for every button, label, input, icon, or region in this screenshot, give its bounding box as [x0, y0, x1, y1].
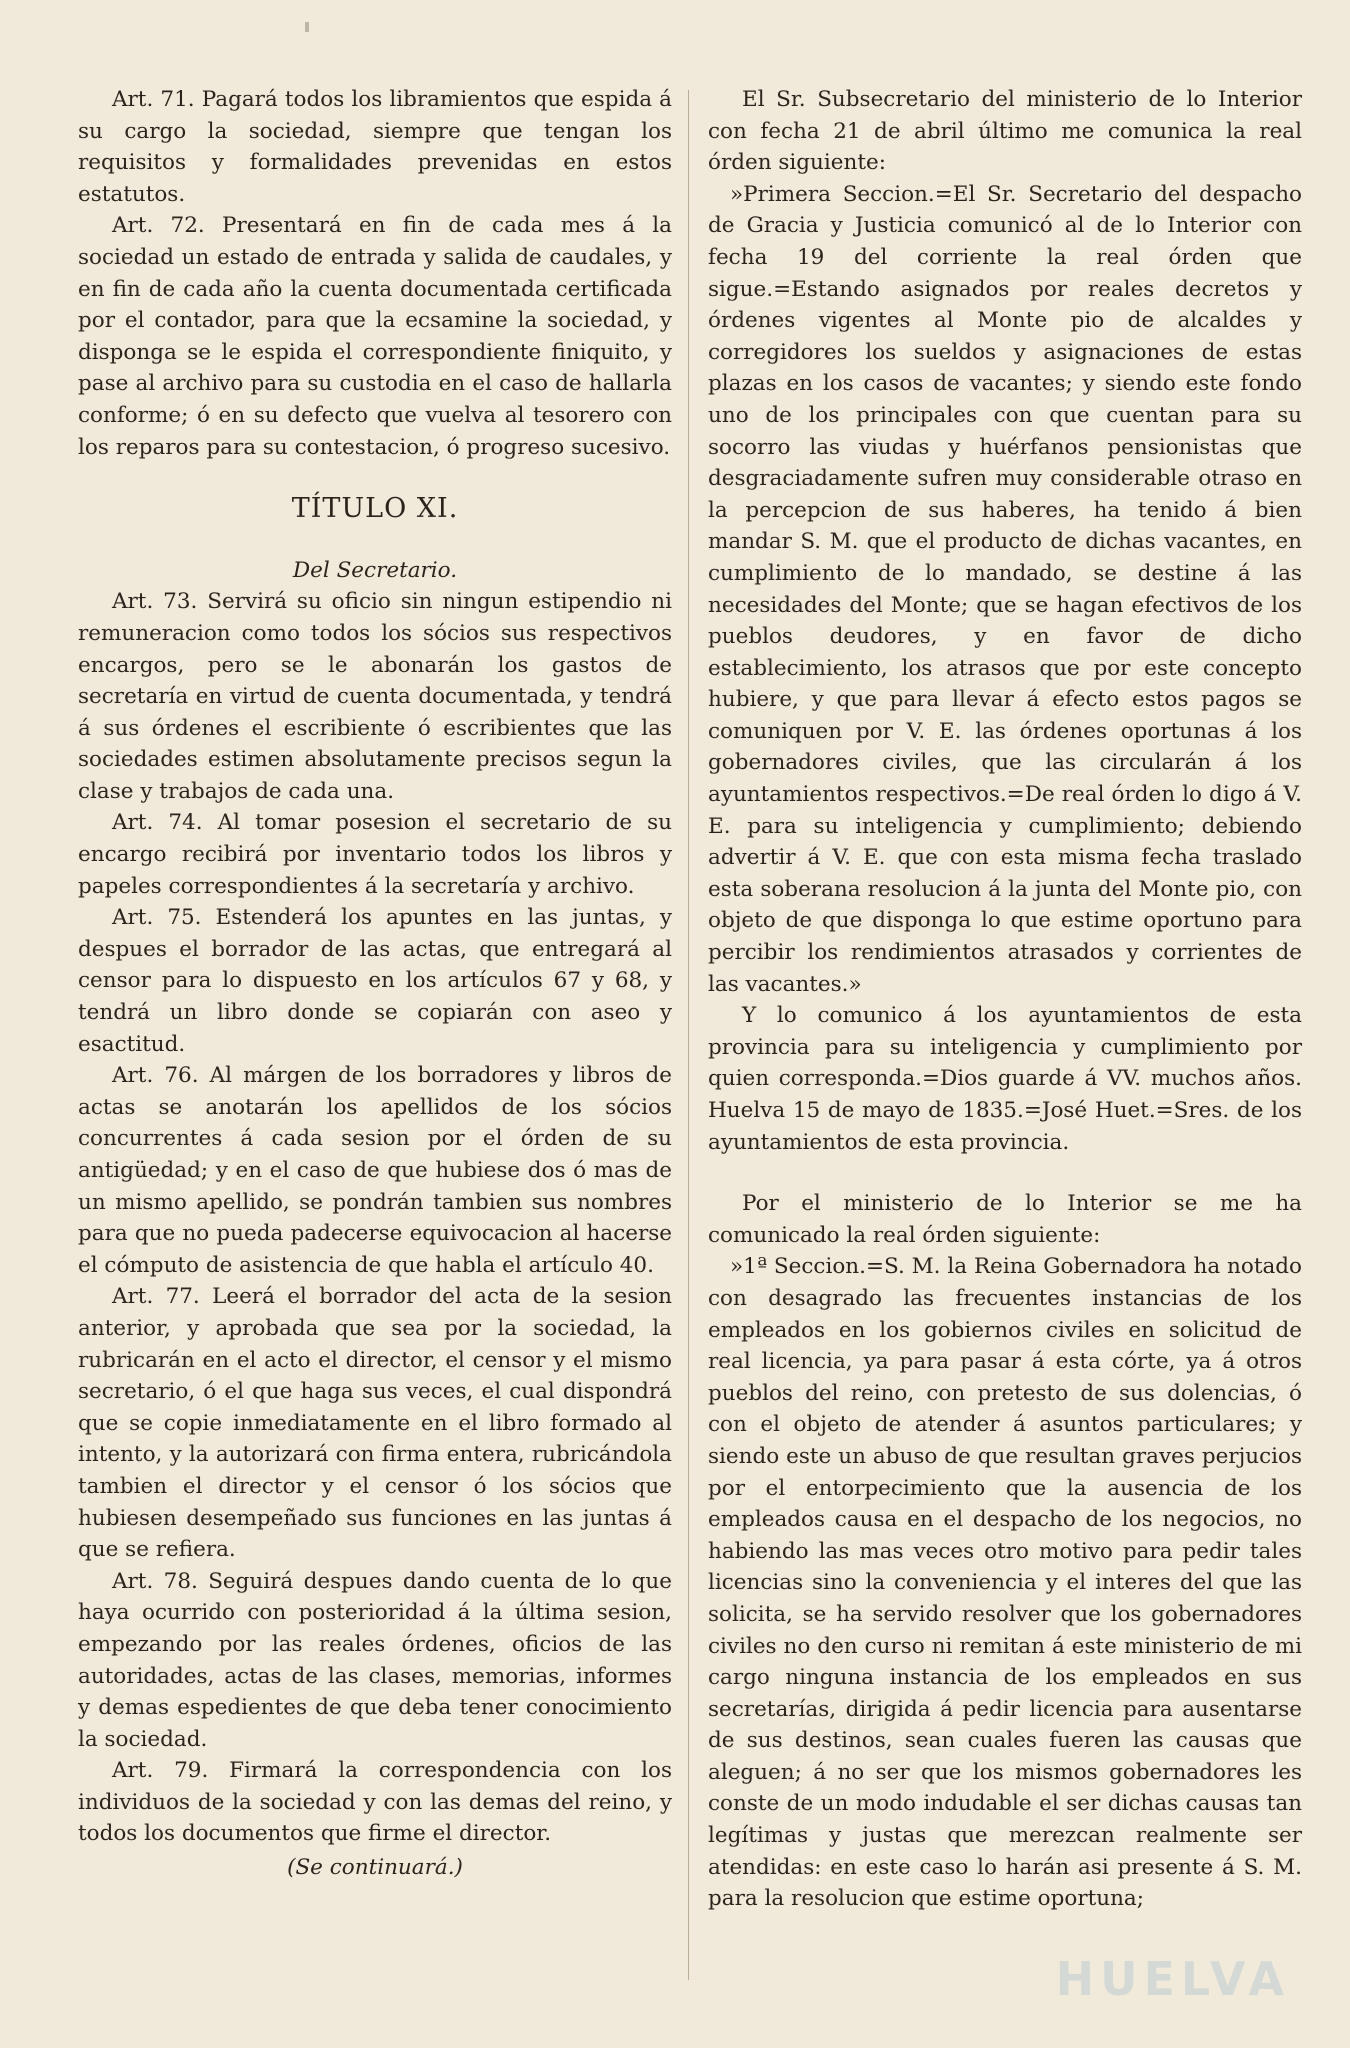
column-divider	[688, 90, 689, 1980]
article-71: Art. 71. Pagará todos los libramientos que espida á su cargo la sociedad, siempre que tengan los requisitos y formalidades prevenidas en estos estatutos.	[78, 87, 672, 207]
article-75: Art. 75. Estenderá los apuntes en las juntas, y despues el borrador de las actas, que entregará al censor para lo dispuesto en los artículos 67 y 68, y tendrá un libro donde se copiarán con aseo y esactitud.	[78, 905, 672, 1057]
section-subtitle: Del Secretario.	[292, 557, 458, 583]
article-73: Art. 73. Servirá su oficio sin ningun estipendio ni remuneracion como todos los sócios sus respectivos encargos, pero se le abonarán los gastos de secretaría en virtud de cuenta documentada, y tendrá á sus órdenes el escribiente ó escribientes que las sociedades estimen absolutamente precisos segun la clase y trabajos de cada una.	[78, 589, 672, 804]
second-order-intro: Por el ministerio de lo Interior se me ha comunicado la real órden siguiente:	[708, 1191, 1302, 1248]
article-77: Art. 77. Leerá el borrador del acta de la sesion anterior, y aprobada que sea por la sociedad, la rubricarán en el acto el director, el censor y el mismo secretario, ó el que haga sus veces, el cual dispondrá que se copie inmediatamente en el libro formado al intento, y la autorizará con firma entera, rubricándola tambien el director y el censor ó los sócios que hubiesen desempeñado sus funciones en las juntas á que se refiera.	[78, 1284, 672, 1563]
left-column	[78, 84, 672, 1884]
governor-closing: Y lo comunico á los ayuntamientos de esta provincia para su inteligencia y cumplimiento por quien corresponda.=Dios guarde á VV. muchos años. Huelva 15 de mayo de 1835.=José Huet.=Sres. de los ayuntamientos de esta provincia.	[708, 1003, 1302, 1155]
article-76: Art. 76. Al márgen de los borradores y libros de actas se anotarán los apellidos de los sócios concurrentes á cada sesion por el órden de su antigüedad; y en el caso de que hubiese dos ó mas de un mismo apellido, se pondrán tambien sus nombres para que no pueda padecerse equivocacion al hacerse el cómputo de asistencia de que habla el artículo 40.	[78, 1063, 672, 1278]
order-intro: El Sr. Subsecretario del ministerio de lo Interior con fecha 21 de abril último me comunica la real órden siguiente:	[708, 87, 1302, 176]
continued-note: (Se continuará.)	[287, 1855, 463, 1881]
section-title: TÍTULO XI.	[291, 493, 459, 525]
right-column	[708, 84, 1302, 1915]
section-gap	[708, 1158, 1302, 1188]
article-78: Art. 78. Seguirá despues dando cuenta de lo que haya ocurrido con posterioridad á la última sesion, empezando por las reales órdenes, oficios de las autoridades, actas de las clases, memorias, informes y demas espedientes de que deba tener conocimiento la sociedad.	[78, 1568, 672, 1752]
article-74: Art. 74. Al tomar posesion el secretario de su encargo recibirá por inventario todos los libros y papeles correspondientes á la secretaría y archivo.	[78, 810, 672, 899]
royal-order-monte-pio: »Primera Seccion.=El Sr. Secretario del despacho de Gracia y Justicia comunicó al de lo Interior con fecha 19 del corriente la real órden que sigue.=Estando asignados por reales decretos y órdenes vigentes al Monte pio de alcaldes y corregidores los sueldos y asignaciones de estas plazas en los casos de vacantes; y siendo este fondo uno de los principales con que cuentan para su socorro las viudas y huérfanos pensionistas que desgraciadamente sufren muy considerable otraso en la percepcion de sus haberes, ha tenido á bien mandar S. M. que el producto de dichas vacantes, en cumplimiento de lo mandado, se destine á las necesidades del Monte; que se hagan efectivos de los pueblos deudores, y en favor de dicho establecimiento, los atrasos que por este concepto hubiere, y que para llevar á efecto estos pagos se comuniquen por V. E. las órdenes oportunas á los gobernadores civiles, que las circularán á los ayuntamientos respectivos.=De real órden lo digo á V. E. para su inteligencia y cumplimiento; debiendo advertir á V. E. que con esta misma fecha traslado esta soberana resolucion á la junta del Monte pio, con objeto de que disponga lo que estime oportuno para percibir los rendimientos atrasados y corrientes de las vacantes.»	[708, 181, 1302, 997]
royal-order-licenses: »1ª Seccion.=S. M. la Reina Gobernadora ha notado con desagrado las frecuentes instancias de los empleados en los gobiernos civiles en solicitud de real licencia, ya para pasar á esta córte, ya á otros pueblos del reino, con pretesto de sus dolencias, ó con el objeto de atender á asuntos particulares; y siendo este un abuso de que resultan graves perjucios por el entorpecimiento que la ausencia de los empleados causa en el despacho de los negocios, no habiendo las mas veces otro motivo para pedir tales licencias sino la conveniencia y el interes del que las solicita, se ha servido resolver que los gobernadores civiles no den curso ni remitan á este ministerio de mi cargo ninguna instancia de los empleados en sus secretarías, dirigida á pedir licencia para ausentarse de sus destinos, sean cuales fueren las causas que aleguen; á no ser que los mismos gobernadores les conste de un modo indudable el ser dichas causas tan legítimas y justas que merezcan realmente ser atendidas: en este caso lo harán asi presente á S. M. para la resolucion que estime oportuna;	[708, 1254, 1302, 1912]
archive-watermark: HUELVA	[1055, 1952, 1290, 2006]
article-72: Art. 72. Presentará en fin de cada mes á la sociedad un estado de entrada y salida de caudales, y en fin de cada año la cuenta documentada certificada por el contador, para que la ecsamine la sociedad, y disponga se le espida el correspondiente finiquito, y pase al archivo para su custodia en el caso de hallarla conforme; ó en su defecto que vuelva al tesorero con los reparos para su contestacion, ó progreso sucesivo.	[78, 213, 672, 460]
article-79: Art. 79. Firmará la correspondencia con los individuos de la sociedad y con las demas del reino, y todos los documentos que firme el director.	[78, 1758, 672, 1847]
print-mark	[305, 22, 309, 32]
